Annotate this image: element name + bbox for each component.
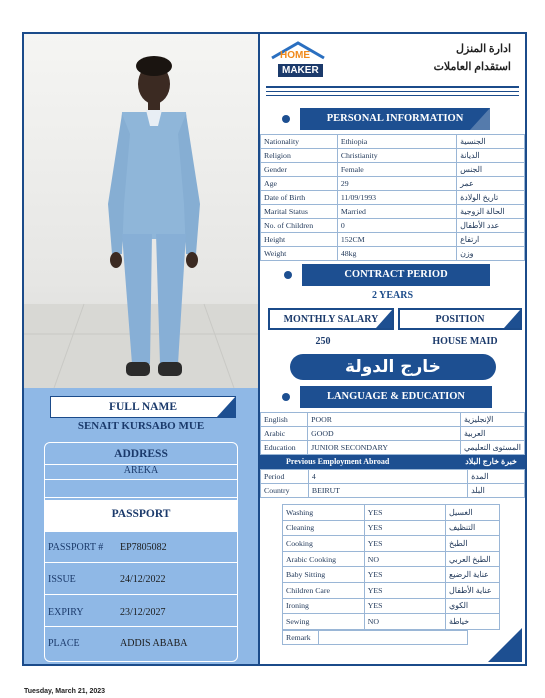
biodata-card (22, 32, 527, 666)
personal-info-value: Female (337, 163, 456, 177)
employment-label: Period (261, 470, 309, 484)
skill-value: YES (364, 520, 445, 536)
skill-arabic-label: الطبخ العربي (446, 551, 500, 567)
logo-bottom-text: MAKER (278, 64, 323, 77)
language-education-title: LANGUAGE & EDUCATION (300, 386, 492, 408)
personal-info-arabic-label: الجنسية (457, 135, 525, 149)
language-label: Education (261, 441, 308, 455)
person-photo-illustration (24, 34, 258, 388)
skill-row (283, 520, 500, 536)
passport-number-label: PASSPORT # (48, 542, 104, 553)
remark-table (282, 630, 468, 645)
personal-info-label: No. of Children (261, 219, 338, 233)
header-rule-3 (266, 95, 519, 96)
position-value: HOUSE MAID (432, 336, 498, 347)
language-row (261, 427, 525, 441)
skill-arabic-label: الكوي (446, 598, 500, 614)
contract-bullet-icon (284, 271, 292, 279)
personal-info-label: Height (261, 233, 338, 247)
remark-label: Remark (283, 631, 319, 645)
skill-value: YES (364, 536, 445, 552)
personal-info-arabic-label: الجنس (457, 163, 525, 177)
personal-info-label: Age (261, 177, 338, 191)
skill-label: Baby Sitting (283, 567, 365, 583)
language-arabic-label: المستوى التعليمي (460, 441, 524, 455)
passport-row-divider (44, 562, 238, 563)
employment-title: Previous Employment Abroad (286, 457, 390, 466)
personal-info-value: 48kg (337, 247, 456, 261)
skill-value: NO (364, 551, 445, 567)
skill-value: YES (364, 582, 445, 598)
full-name-value: SENAIT KURSABO MUE (77, 420, 205, 432)
expiry-value: 23/12/2027 (120, 607, 166, 618)
personal-info-value: Ethiopia (337, 135, 456, 149)
employment-value: BEIRUT (308, 484, 467, 498)
language-bullet-icon (282, 393, 290, 401)
employment-row (261, 470, 525, 484)
personal-info-arabic-label: وزن (457, 247, 525, 261)
address-value: AREKA (123, 465, 159, 476)
skill-value: YES (364, 598, 445, 614)
personal-info-arabic-label: ارتفاع (457, 233, 525, 247)
skill-label: Ironing (283, 598, 365, 614)
outside-country-banner: خارج الدولة (290, 354, 496, 380)
candidate-photo (24, 34, 258, 388)
skill-label: Washing (283, 505, 365, 521)
personal-bullet-icon (282, 115, 290, 123)
remark-value (318, 631, 467, 645)
personal-info-arabic-label: الديانة (457, 149, 525, 163)
personal-info-label: Marital Status (261, 205, 338, 219)
skill-arabic-label: الغسيل (446, 505, 500, 521)
place-label: PLACE (48, 638, 80, 649)
personal-info-row (261, 163, 525, 177)
personal-info-value: 11/09/1993 (337, 191, 456, 205)
header-rule-2 (266, 91, 519, 92)
contract-period-value: 2 YEARS (371, 290, 414, 301)
employment-table (260, 469, 525, 498)
skill-arabic-label: التنظيف (446, 520, 500, 536)
skill-arabic-label: الطبخ (446, 536, 500, 552)
personal-info-label: Weight (261, 247, 338, 261)
monthly-salary-label: MONTHLY SALARY (268, 308, 394, 330)
skill-label: Cleaning (283, 520, 365, 536)
logo-top-text: HOME (280, 50, 310, 61)
skill-row (283, 551, 500, 567)
salary-corner-icon (376, 310, 392, 328)
expiry-label: EXPIRY (48, 607, 84, 618)
skills-corner-icon (488, 628, 522, 662)
right-panel (260, 34, 525, 664)
personal-info-label: Gender (261, 163, 338, 177)
personal-info-row (261, 205, 525, 219)
personal-info-value: 29 (337, 177, 456, 191)
contract-period-title: CONTRACT PERIOD (302, 264, 490, 286)
language-value: POOR (308, 413, 461, 427)
personal-info-row (261, 191, 525, 205)
personal-info-arabic-label: عمر (457, 177, 525, 191)
language-value: JUNIOR SECONDARY (308, 441, 461, 455)
employment-row (261, 484, 525, 498)
skill-row (283, 598, 500, 614)
personal-info-title: PERSONAL INFORMATION (300, 108, 490, 130)
issue-row-divider (44, 594, 238, 595)
header-rule-1 (266, 86, 519, 88)
skill-arabic-label: عناية الأطفال (446, 582, 500, 598)
language-arabic-label: الإنجليزية (460, 413, 524, 427)
personal-info-value: 152CM (337, 233, 456, 247)
personal-info-value: Married (337, 205, 456, 219)
personal-info-label: Nationality (261, 135, 338, 149)
language-table (260, 412, 525, 455)
personal-info-arabic-label: تاريخ الولادة (457, 191, 525, 205)
skill-arabic-label: خياطة (446, 614, 500, 630)
personal-info-label: Date of Birth (261, 191, 338, 205)
full-name-label: FULL NAME (50, 396, 236, 418)
language-label: English (261, 413, 308, 427)
personal-info-value: Christianity (337, 149, 456, 163)
personal-info-row (261, 233, 525, 247)
language-row (261, 413, 525, 427)
personal-info-arabic-label: الحالة الزوجية (457, 205, 525, 219)
issue-value: 24/12/2022 (120, 574, 166, 585)
salary-value: 250 (315, 336, 331, 347)
employment-value: 4 (308, 470, 467, 484)
skill-label: Children Care (283, 582, 365, 598)
skill-label: Cooking (283, 536, 365, 552)
personal-info-row (261, 135, 525, 149)
place-value: ADDIS ABABA (120, 638, 188, 649)
skill-value: NO (364, 614, 445, 630)
language-value: GOOD (308, 427, 461, 441)
skill-row (283, 582, 500, 598)
personal-info-value: 0 (337, 219, 456, 233)
employment-label: Country (261, 484, 309, 498)
personal-info-row (261, 247, 525, 261)
expiry-row-divider (44, 626, 238, 627)
employment-title-arabic: خبرة خارج البلاد (465, 457, 517, 466)
personal-info-row (261, 219, 525, 233)
arabic-company-line1: ادارة المنزل (456, 43, 511, 55)
position-label: POSITION (398, 308, 522, 330)
issue-label: ISSUE (48, 574, 76, 585)
language-arabic-label: العربية (460, 427, 524, 441)
passport-number-value: EP7805082 (120, 542, 167, 553)
personal-info-label: Religion (261, 149, 338, 163)
personal-info-arabic-label: عدد الأطفال (457, 219, 525, 233)
employment-arabic-label: البلد (468, 484, 525, 498)
skill-value: YES (364, 505, 445, 521)
skill-row (283, 614, 500, 630)
personal-info-row (261, 177, 525, 191)
skill-row (283, 505, 500, 521)
footer-date: Tuesday, March 21, 2023 (24, 688, 106, 695)
language-row (261, 441, 525, 455)
passport-label: PASSPORT (111, 508, 171, 520)
skill-value: YES (364, 567, 445, 583)
personal-info-row (261, 149, 525, 163)
skills-table (282, 504, 500, 630)
skill-row (283, 536, 500, 552)
address-blank-row (44, 482, 238, 498)
skill-label: Sewing (283, 614, 365, 630)
position-corner-icon (504, 310, 520, 328)
skill-arabic-label: عناية الرضيع (446, 567, 500, 583)
skill-row (283, 567, 500, 583)
address-label: ADDRESS (114, 448, 168, 460)
skill-label: Arabic Cooking (283, 551, 365, 567)
left-panel (24, 34, 258, 664)
full-name-corner-icon (216, 396, 236, 418)
personal-info-table (260, 134, 525, 261)
language-label: Arabic (261, 427, 308, 441)
personal-title-corner-icon (470, 108, 490, 130)
employment-arabic-label: المدة (468, 470, 525, 484)
home-maker-logo (268, 40, 328, 84)
arabic-company-line2: استقدام العاملات (433, 61, 511, 73)
